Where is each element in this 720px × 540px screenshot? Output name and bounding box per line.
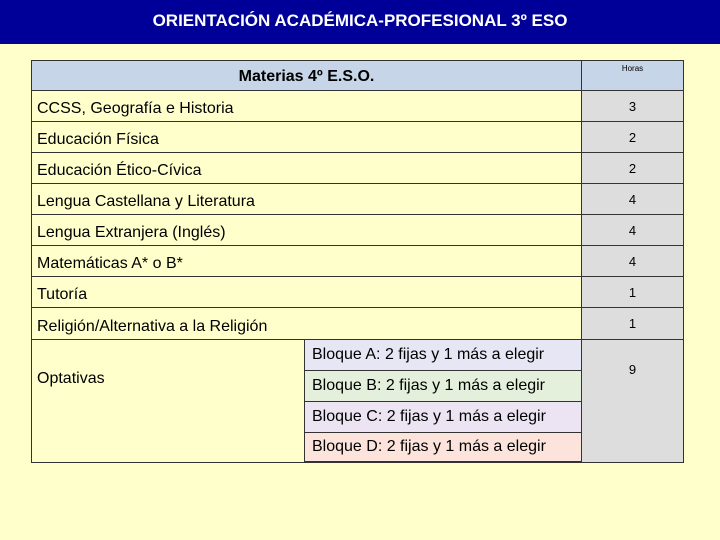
- header-hours: Horas: [582, 61, 683, 91]
- optativas-label: Optativas: [32, 340, 305, 462]
- page-title: ORIENTACIÓN ACADÉMICA-PROFESIONAL 3º ESO: [152, 11, 568, 30]
- table-row-subject: Matemáticas A* o B*: [32, 246, 582, 277]
- table-row-hours: 1: [582, 308, 683, 340]
- header-subject: Materias 4º E.S.O.: [32, 61, 582, 91]
- table-row-subject: Lengua Castellana y Literatura: [32, 184, 582, 215]
- bloque-a: Bloque A: 2 fijas y 1 más a elegir: [305, 340, 582, 371]
- table-row-hours: 4: [582, 215, 683, 246]
- table-row-hours: 1: [582, 277, 683, 308]
- table-row-subject: Lengua Extranjera (Inglés): [32, 215, 582, 246]
- subjects-table: [31, 60, 684, 463]
- table-row-subject: Educación Física: [32, 122, 582, 153]
- optativas-hours: 9: [582, 340, 683, 462]
- bloque-b: Bloque B: 2 fijas y 1 más a elegir: [305, 371, 582, 402]
- table-row-hours: 2: [582, 153, 683, 184]
- table-row-subject: CCSS, Geografía e Historia: [32, 91, 582, 122]
- table-row-hours: 4: [582, 246, 683, 277]
- page-title-bar: [0, 0, 720, 44]
- bloque-d: Bloque D: 2 fijas y 1 más a elegir: [305, 433, 582, 462]
- table-row-hours: 2: [582, 122, 683, 153]
- table-row-hours: 3: [582, 91, 683, 122]
- table-row-subject: Religión/Alternativa a la Religión: [32, 308, 582, 340]
- table-row-subject: Tutoría: [32, 277, 582, 308]
- table-row-hours: 4: [582, 184, 683, 215]
- bloque-c: Bloque C: 2 fijas y 1 más a elegir: [305, 402, 582, 433]
- table-row-subject: Educación Ético-Cívica: [32, 153, 582, 184]
